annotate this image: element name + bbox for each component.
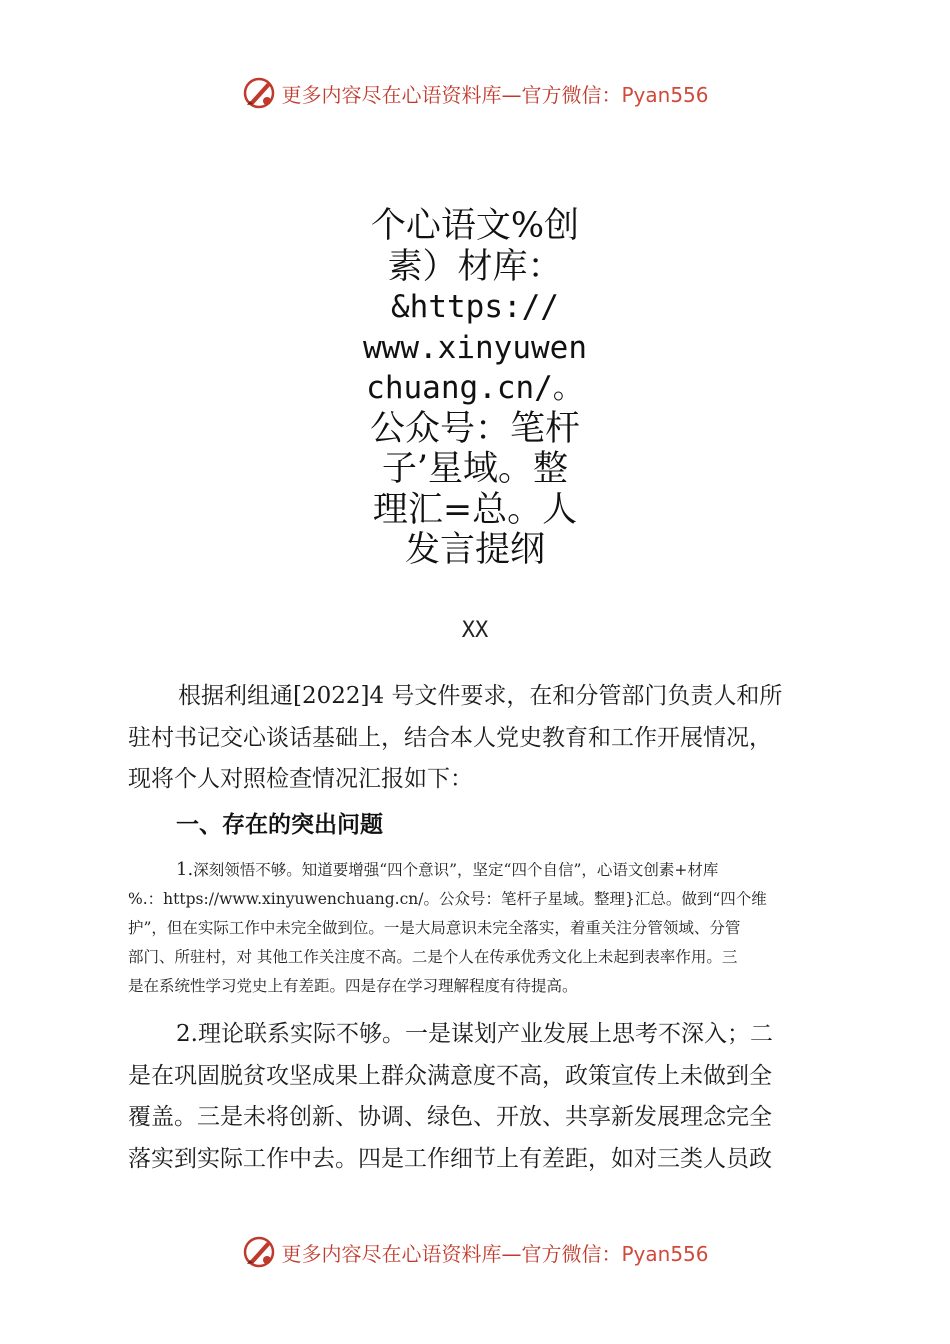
watermark-text: 更多内容尽在心语资料库—官方微信：Pyan556 (281, 82, 709, 107)
section-heading: 一、存在的突出问题 (176, 812, 383, 838)
paragraph-line: 是在巩固脱贫攻坚成果上群众满意度不高，政策宣传上未做到全 (128, 1062, 772, 1089)
paragraph-line: 是在系统性学习党史上有差距。四是存在学习理解程度有待提高。 (128, 977, 578, 995)
header-watermark (0, 73, 950, 113)
paragraph-line: 2.理论联系实际不够。一是谋划产业发展上思考不深入；二 (176, 1021, 773, 1047)
title-line: 素）材库： (387, 246, 563, 287)
item-1-paragraph (128, 855, 833, 1001)
paragraph-line: 护”，但在实际工作中未完全做到位。一是大局意识未完全落实，着重关注分管领域、分管 (128, 919, 741, 937)
paragraph-line: 部门、所驻村，对 其他工作关注度不高。二是个人在传承优秀文化上未起到表率作用。三 (128, 948, 738, 966)
pen-logo-icon (241, 1234, 277, 1270)
title-line: 发言提纲 (404, 530, 545, 570)
watermark-text: 更多内容尽在心语资料库—官方微信：Pyan556 (281, 1241, 709, 1266)
item-2-paragraph (128, 1014, 828, 1180)
paragraph-line: %.：https://www.xinyuwenchuang.cn/。公众号：笔杆子星域。整理}汇总。做到“四个维 (128, 890, 767, 908)
paragraph-line: 覆盖。三是未将创新、协调、绿色、开放、共享新发展理念完全 (128, 1104, 772, 1130)
title-line: www.xinyuwen (363, 329, 587, 366)
title-line: 子’星域。整 (381, 449, 569, 489)
paragraph-line: 现将个人对照检查情况汇报如下： (128, 766, 473, 792)
paragraph-line: 驻村书记交心谈话基础上，结合本人党史教育和工作开展情况， (128, 724, 772, 751)
paragraph-line: 1.深刻领悟不够。知道要增强“四个意识”，坚定“四个自信”，心语文创素+材库 (176, 859, 719, 880)
title-line: 个心语文%创 (370, 206, 580, 246)
document-title (300, 206, 650, 571)
paragraph-line: 落实到实际工作中去。四是工作细节上有差距，如对三类人员政 (128, 1145, 772, 1172)
author-name: XX (461, 618, 489, 643)
title-line: 理汇=总。人 (372, 489, 578, 530)
intro-paragraph (128, 676, 828, 801)
footer-watermark (0, 1232, 950, 1272)
title-line: &https:// (391, 289, 559, 325)
paragraph-line: 根据利组通[2022]4 号文件要求，在和分管部门负责人和所 (178, 683, 783, 709)
title-line: chuang.cn/。 (366, 370, 584, 406)
pen-logo-icon (241, 75, 277, 111)
title-line: 公众号：笔杆 (369, 408, 580, 449)
item-number: 1. (176, 859, 194, 880)
